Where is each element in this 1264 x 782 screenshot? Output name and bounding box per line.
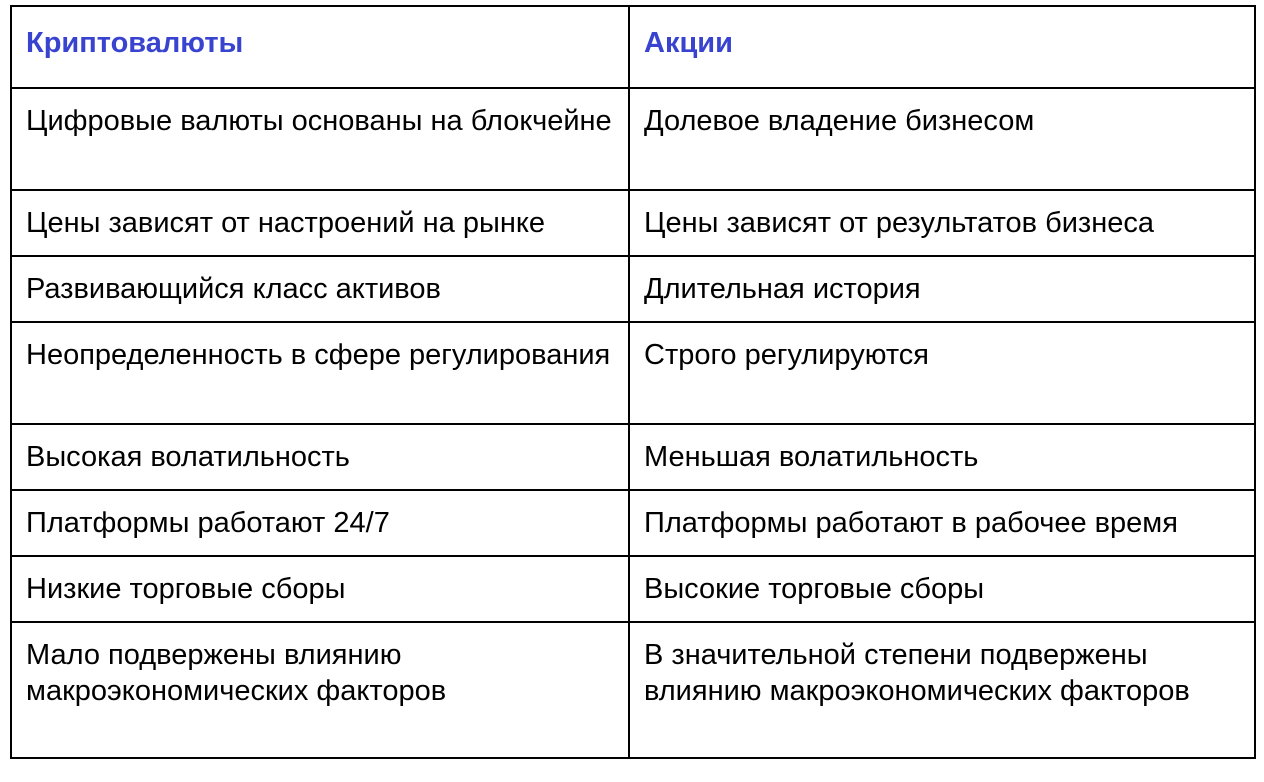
table-cell-stocks: Меньшая волатильность (629, 424, 1255, 490)
table-row (11, 88, 1255, 190)
table-row (11, 322, 1255, 424)
header-crypto: Криптовалюты (11, 6, 629, 88)
header-row (11, 6, 1255, 88)
table-cell-stocks: Высокие торговые сборы (629, 556, 1255, 622)
table-row (11, 556, 1255, 622)
table-cell-crypto: Цены зависят от настроений на рынке (11, 190, 629, 256)
table-cell-stocks: Цены зависят от результатов бизнеса (629, 190, 1255, 256)
table-cell-stocks: Строго регулируются (629, 322, 1255, 424)
table-cell-stocks: Платформы работают в рабочее время (629, 490, 1255, 556)
table-row (11, 256, 1255, 322)
table-row (11, 622, 1255, 758)
table-cell-crypto: Цифровые валюты основаны на блокчейне (11, 88, 629, 190)
table-cell-crypto: Развивающийся класс активов (11, 256, 629, 322)
table-cell-stocks: В значительной степени подвержены влиянию макроэкономических факторов (629, 622, 1255, 758)
table-row (11, 424, 1255, 490)
table-cell-crypto: Низкие торговые сборы (11, 556, 629, 622)
table-cell-stocks: Длительная история (629, 256, 1255, 322)
table-body (11, 88, 1255, 758)
table-cell-stocks: Долевое владение бизнесом (629, 88, 1255, 190)
table-header (11, 6, 1255, 88)
table-cell-crypto: Высокая волатильность (11, 424, 629, 490)
header-stocks: Акции (629, 6, 1255, 88)
comparison-table (10, 5, 1256, 759)
table-row (11, 190, 1255, 256)
table-cell-crypto: Мало подвержены влиянию макроэкономических факторов (11, 622, 629, 758)
table-row (11, 490, 1255, 556)
table-cell-crypto: Платформы работают 24/7 (11, 490, 629, 556)
table-cell-crypto: Неопределенность в сфере регулирования (11, 322, 629, 424)
